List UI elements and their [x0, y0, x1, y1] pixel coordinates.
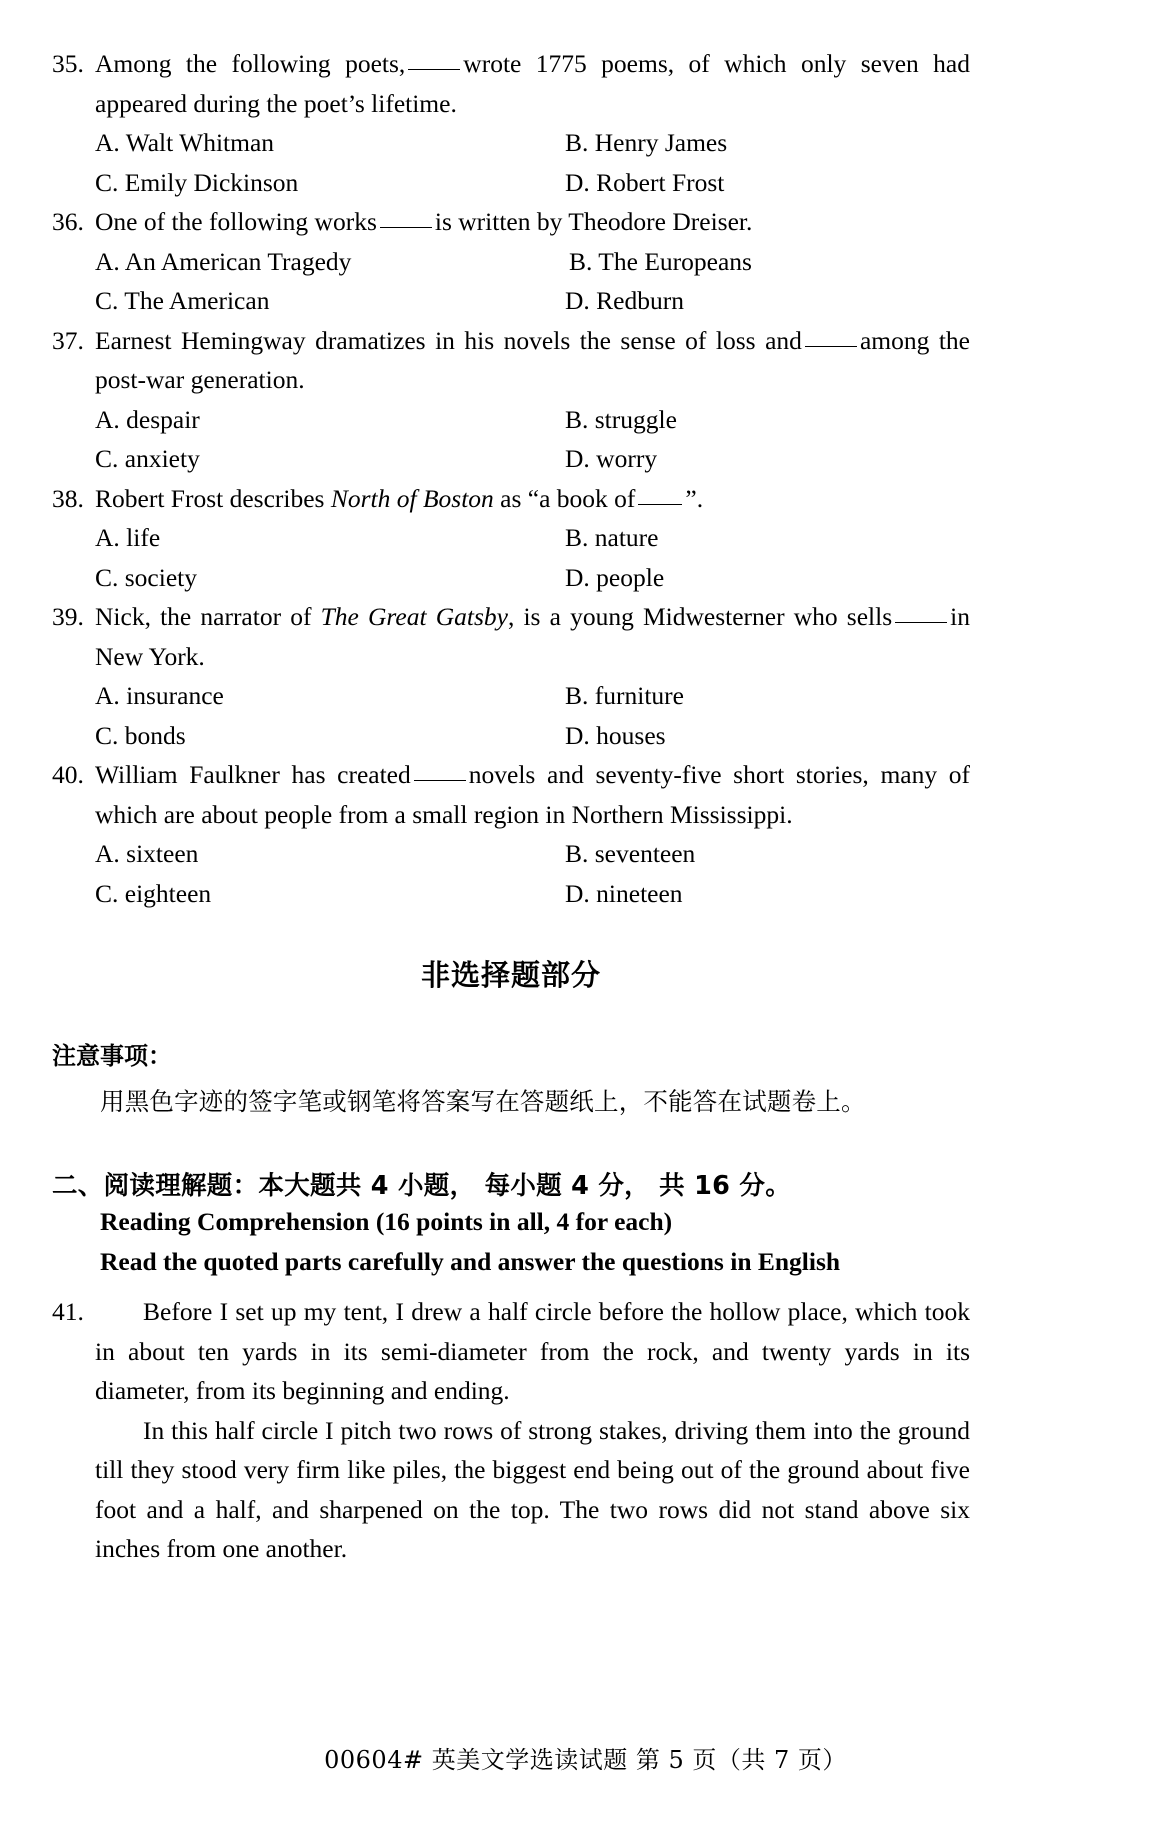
question-37	[52, 321, 970, 479]
question-37-options-row1	[52, 400, 970, 440]
question-36-options-row2	[52, 281, 970, 321]
answer-blank	[414, 780, 466, 781]
question-37-stem-line2: post-war generation.	[95, 365, 305, 394]
question-40-option-d[interactable]: D. nineteen	[565, 878, 683, 908]
question-35-options-row1	[52, 123, 970, 163]
question-38-options-row2	[52, 558, 970, 598]
question-35-stem	[52, 44, 970, 123]
question-38-number: 38.	[52, 483, 84, 513]
question-41-row	[52, 1292, 970, 1569]
question-35-number: 35.	[52, 49, 84, 78]
question-38-option-d[interactable]: D. people	[565, 562, 665, 592]
question-35-option-a[interactable]: A. Walt Whitman	[95, 128, 275, 157]
question-35-option-b[interactable]: B. Henry James	[565, 128, 728, 157]
question-39-number: 39.	[52, 602, 84, 631]
question-36-number: 36.	[52, 207, 84, 236]
question-35-option-c[interactable]: C. Emily Dickinson	[95, 167, 299, 197]
question-39-options-row1	[52, 676, 970, 716]
question-41-paragraph-2: In this half circle I pitch two rows of strong stakes, driving them into the ground till they stood very firm like piles, the biggest end being out of the ground about five foot and a half, and sharpened on the top. The two rows did not stand above six inches from one another.	[95, 1415, 970, 1563]
question-40-number: 40.	[52, 760, 84, 789]
question-39-option-a[interactable]: A. insurance	[95, 681, 224, 710]
page-footer: 00604# 英美文学选读试题 第 5 页（共 7 页）	[324, 1746, 847, 1774]
question-37-stem-part2: among the	[859, 325, 971, 355]
question-40	[52, 755, 970, 913]
question-37-number: 37.	[52, 325, 84, 355]
question-35-stem-line2: during the poet’s lifetime.	[193, 88, 457, 118]
question-40-text	[95, 755, 970, 834]
question-36-stem	[52, 202, 970, 242]
question-37-option-b[interactable]: B. struggle	[565, 404, 677, 434]
question-38-text	[95, 479, 970, 519]
question-38-options-row1	[52, 518, 970, 558]
question-38-stem-tail: ”.	[685, 483, 704, 513]
part-two-chinese-heading: 二、阅读理解题：本大题共 4 小题， 每小题 4 分， 共 16 分。	[52, 1171, 791, 1201]
question-38	[52, 479, 970, 598]
question-35-stem-part1: Among the following poets,	[95, 49, 406, 78]
question-37-option-c[interactable]: C. anxiety	[95, 444, 200, 473]
question-40-option-b[interactable]: B. seventeen	[565, 839, 696, 868]
question-38-stem-after-title: as “a book of	[500, 483, 636, 513]
question-40-option-c[interactable]: C. eighteen	[95, 878, 212, 908]
part-two-english-heading-2: Read the quoted parts carefully and answer the questions in English	[100, 1247, 841, 1276]
question-39-text	[95, 597, 970, 676]
answer-blank	[638, 504, 682, 505]
question-38-option-b[interactable]: B. nature	[565, 523, 659, 552]
question-40-stem-part2: novels and seventy-five short stories, many of which	[95, 760, 970, 829]
question-39-stem-before-title: Nick, the narrator of	[95, 602, 312, 631]
question-36	[52, 202, 970, 321]
question-39-stem-tail: in New York.	[95, 602, 970, 671]
answer-blank	[805, 346, 857, 347]
work-title-north-of-boston: North of Boston	[330, 483, 494, 513]
question-35-stem-part2: wrote 1775 poems, of which only seven had appeared	[95, 49, 970, 118]
answer-blank	[895, 622, 947, 623]
question-38-stem-before-title: Robert Frost describes	[95, 483, 325, 513]
question-37-option-d[interactable]: D. worry	[565, 444, 658, 473]
question-40-option-a[interactable]: A. sixteen	[95, 839, 199, 868]
page-content	[52, 44, 970, 1569]
question-36-text	[95, 202, 970, 242]
question-40-options-row2	[52, 874, 970, 914]
question-39-option-d[interactable]: D. houses	[565, 720, 666, 750]
question-37-option-a[interactable]: A. despair	[95, 404, 200, 434]
question-39-option-b[interactable]: B. furniture	[565, 681, 684, 710]
question-37-text	[95, 321, 970, 400]
question-35-option-d[interactable]: D. Robert Frost	[565, 167, 725, 197]
question-40-stem	[52, 755, 970, 834]
notice-title: 注意事项：	[52, 1042, 172, 1070]
answer-blank	[380, 227, 432, 228]
non-mcq-section-heading: 非选择题部分	[420, 958, 601, 992]
question-38-option-c[interactable]: C. society	[95, 562, 197, 592]
question-39	[52, 597, 970, 755]
question-40-stem-part1: William Faulkner has created	[95, 760, 411, 789]
question-41-number: 41.	[52, 1297, 84, 1326]
question-39-option-c[interactable]: C. bonds	[95, 720, 186, 750]
question-36-option-c[interactable]: C. The American	[95, 286, 270, 315]
question-36-options-row1	[52, 242, 970, 282]
question-36-option-a[interactable]: A. An American Tragedy	[95, 246, 352, 276]
question-37-options-row2	[52, 439, 970, 479]
question-39-options-row2	[52, 716, 970, 756]
question-35	[52, 44, 970, 202]
work-title-the-great-gatsby: The Great Gatsby	[320, 602, 508, 631]
question-38-option-a[interactable]: A. life	[95, 523, 161, 552]
question-36-option-b[interactable]: B. The Europeans	[569, 246, 752, 276]
question-35-options-row2	[52, 163, 970, 203]
question-36-stem-part1: One of the following works	[95, 207, 377, 236]
question-39-stem	[52, 597, 970, 676]
question-38-stem	[52, 479, 970, 519]
question-40-options-row1	[52, 834, 970, 874]
question-41-body	[95, 1292, 970, 1569]
question-39-stem-after-title: , is a young Midwesterner who sells	[507, 602, 893, 631]
question-37-stem	[52, 321, 970, 400]
notice-body: 用黑色字迹的签字笔或钢笔将答案写在答题纸上，不能答在试题卷上。	[100, 1087, 866, 1116]
question-41-paragraph-1: Before I set up my tent, I drew a half circle before the hollow place, which took in about ten yards in its semi-diameter from the rock, and twenty yards in its diameter, from its beginning and ending.	[95, 1297, 970, 1405]
answer-blank	[408, 69, 460, 70]
question-37-stem-part1: Earnest Hemingway dramatizes in his novels the sense of loss and	[95, 325, 802, 355]
question-41	[52, 1292, 970, 1569]
question-36-stem-part2: is written by Theodore Dreiser.	[434, 207, 753, 236]
question-35-text	[95, 44, 970, 123]
question-40-stem-line2: are about people from a small region in Northern Mississippi.	[163, 799, 793, 829]
question-36-option-d[interactable]: D. Redburn	[565, 286, 684, 315]
part-two-english-heading-1: Reading Comprehension (16 points in all, 4 for each)	[100, 1207, 673, 1236]
